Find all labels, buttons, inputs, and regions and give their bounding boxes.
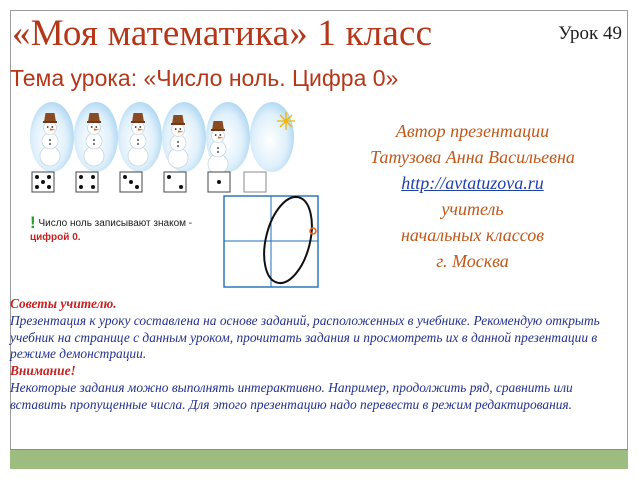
note-text: Число ноль записывают знаком - (38, 218, 193, 229)
tips-header: Советы учителю. (10, 296, 117, 311)
lesson-number: Урок 49 (558, 23, 622, 44)
author-role-detail: начальных классов (400, 225, 545, 245)
author-website-link[interactable]: http://avtatuzova.ru (401, 173, 544, 193)
bottom-band (10, 449, 628, 469)
dice-icon (32, 172, 266, 192)
lesson-illustration (28, 100, 328, 290)
author-label: Автор презентации (395, 121, 550, 141)
zero-note (30, 213, 200, 245)
slide-title: «Моя математика» 1 класс (12, 13, 433, 54)
tips-paragraph-2: Некоторые задания можно выполнять интерактивно. Например, продолжить ряд, сравнить или вставить пропущенные числа. Для этого презентацию надо перевести в режим редактирования. (10, 379, 573, 412)
note-exclamation: ! (30, 213, 36, 232)
digit-zero-icon (224, 192, 320, 288)
author-city: г. Москва (436, 251, 509, 271)
author-role: учитель (441, 199, 504, 219)
snowman-eggs (30, 102, 294, 172)
note-emphasis: цифрой 0. (30, 232, 81, 243)
tips-attention: Внимание! (10, 363, 76, 379)
lesson-topic: Тема урока: «Число ноль. Цифра 0» (10, 65, 399, 91)
tips-paragraph: Презентация к уроку составлена на основе заданий, расположенных в учебнике. Рекомендую открыть учебник на странице с данным уроком, прочитать задания и просмотреть их в данной презентации в режиме демонстрации. (10, 312, 600, 362)
author-name: Татузова Анна Васильевна (370, 147, 575, 167)
author-block (330, 118, 615, 274)
teacher-tips (10, 296, 615, 414)
